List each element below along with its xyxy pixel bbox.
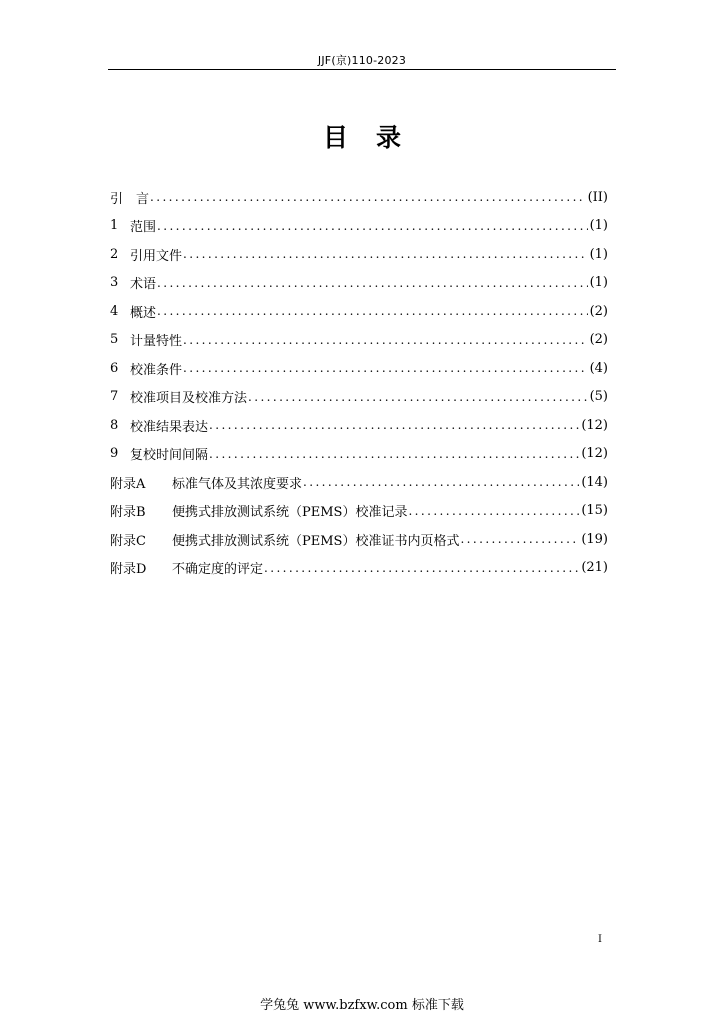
toc-entry-appendix-c[interactable] — [110, 528, 608, 550]
toc-entry-appendix-a[interactable] — [110, 471, 608, 493]
toc-entry-5[interactable] — [110, 329, 608, 351]
toc-entry-1[interactable] — [110, 215, 608, 237]
toc-leader-dots — [209, 447, 579, 461]
toc-entry-appendix-d[interactable] — [110, 557, 608, 579]
toc-entry-label: 校准项目及校准方法 — [130, 391, 248, 406]
toc-entry-label: 复校时间间隔 — [130, 448, 209, 463]
toc-entry-page: (19) — [581, 531, 608, 547]
toc-entry-number: 附录D — [110, 562, 147, 577]
page-number: I — [598, 934, 602, 945]
toc-entry-intro[interactable] — [110, 186, 608, 208]
toc-entry-page: (2) — [589, 303, 608, 319]
toc-entry-page: (12) — [581, 417, 608, 433]
toc-entry-number: 附录B — [110, 505, 146, 520]
toc-entry-appendix-b[interactable] — [110, 500, 608, 522]
toc-entry-label: 校准结果表达 — [130, 419, 209, 435]
toc-entry-9[interactable] — [110, 443, 608, 465]
toc-entry-page: (1) — [589, 275, 608, 290]
toc-entry-label: 便携式排放测试系统（PEMS）校准证书内页格式 — [172, 533, 460, 549]
toc-entry-page: (II) — [587, 189, 608, 205]
toc-leader-dots — [157, 304, 588, 318]
toc-entry-label: 校准条件 — [130, 362, 183, 378]
toc-entry-number: 8 — [110, 417, 119, 433]
toc-entry-page: (14) — [581, 474, 608, 490]
document-code-header: JJF(京)110-2023 — [317, 54, 407, 67]
toc-entry-number: 1 — [110, 218, 119, 233]
toc-leader-dots — [303, 475, 579, 489]
toc-entry-label: 不确定度的评定 — [172, 562, 264, 577]
toc-entry-2[interactable] — [110, 243, 608, 265]
toc-entry-label: 便携式排放测试系统（PEMS）校准记录 — [172, 505, 408, 520]
toc-entry-number: 4 — [110, 303, 119, 319]
toc-entry-label: 引 言 — [110, 191, 150, 207]
toc-entry-label: 范围 — [130, 220, 157, 235]
toc-entry-label: 标准气体及其浓度要求 — [172, 476, 303, 492]
toc-leader-dots — [460, 532, 579, 546]
toc-entry-4[interactable] — [110, 300, 608, 322]
toc-entry-page: (1) — [589, 218, 608, 233]
toc-entry-number: 6 — [110, 360, 119, 376]
toc-entry-page: (12) — [581, 446, 608, 461]
toc-entry-6[interactable] — [110, 357, 608, 379]
toc-entry-page: (1) — [589, 246, 608, 262]
toc-entry-7[interactable] — [110, 386, 608, 408]
toc-leader-dots — [248, 390, 588, 404]
toc-entry-page: (15) — [581, 503, 608, 518]
toc-entry-page: (5) — [589, 389, 608, 404]
toc-leader-dots — [157, 276, 588, 290]
toc-entry-label: 计量特性 — [130, 334, 183, 349]
toc-entry-page: (2) — [589, 332, 608, 347]
toc-leader-dots — [264, 561, 579, 575]
toc-entry-page: (4) — [589, 360, 608, 376]
toc-entry-page: (21) — [581, 560, 608, 575]
footer-watermark: 学兔兔 www.bzfxw.com 标准下载 — [260, 998, 464, 1013]
toc-entry-number: 3 — [110, 275, 119, 290]
toc-entry-number: 7 — [110, 389, 119, 404]
toc-leader-dots — [408, 504, 579, 518]
toc-entry-number: 附录A — [110, 476, 146, 492]
toc-entry-number: 附录C — [110, 533, 146, 549]
toc-leader-dots — [183, 247, 588, 261]
toc-entry-label: 概述 — [130, 305, 157, 321]
page-title: 目录 — [322, 123, 429, 152]
toc-entry-3[interactable] — [110, 272, 608, 294]
toc-entry-8[interactable] — [110, 414, 608, 436]
toc-leader-dots — [183, 361, 588, 375]
toc-entry-number: 5 — [110, 332, 119, 347]
header-divider — [108, 69, 616, 70]
toc-entry-number: 2 — [110, 246, 119, 262]
toc-leader-dots — [157, 219, 588, 233]
toc-entry-number: 9 — [110, 446, 119, 461]
toc-entry-label: 术语 — [130, 277, 157, 292]
toc-leader-dots — [183, 333, 588, 347]
toc-leader-dots — [150, 190, 586, 204]
toc-entry-label: 引用文件 — [130, 248, 183, 264]
toc-leader-dots — [209, 418, 579, 432]
